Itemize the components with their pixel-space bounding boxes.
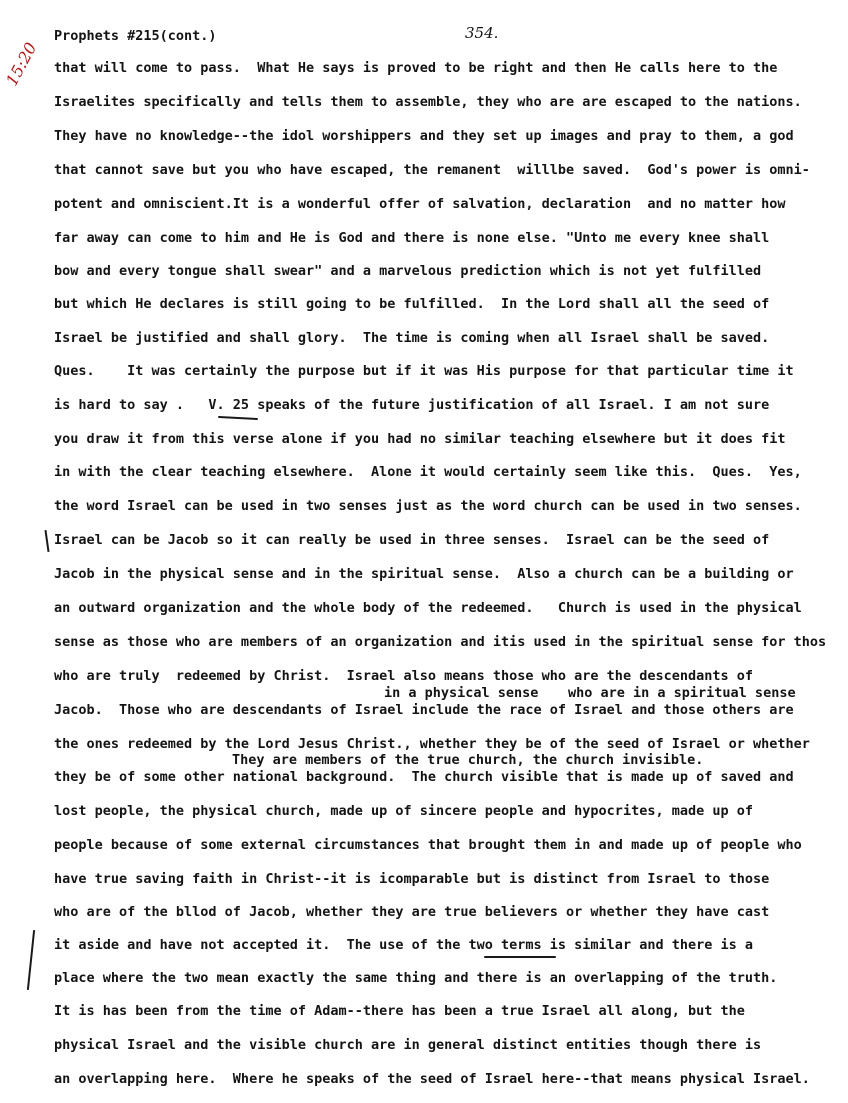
- handwritten-underline: [484, 956, 556, 958]
- text-line: it aside and have not accepted it. The use of the two terms is similar and there is a: [54, 937, 753, 953]
- text-line: the ones redeemed by the Lord Jesus Christ., whether they be of the seed of Israel or whether: [54, 736, 810, 752]
- text-line: bow and every tongue shall swear" and a marvelous prediction which is not yet fulfilled: [54, 263, 762, 279]
- margin-annotation: 15:20: [2, 39, 41, 89]
- text-line: who are of the bllod of Jacob, whether they are true believers or whether they have cast: [54, 904, 770, 920]
- text-line: Ques. It was certainly the purpose but if it was His purpose for that particular time it: [54, 363, 794, 379]
- text-line: that cannot save but you who have escaped, the remanent willlbe saved. God's power is omni-: [54, 162, 810, 178]
- text-line: place where the two mean exactly the same thing and there is an overlapping of the truth.: [54, 970, 778, 986]
- text-line: in with the clear teaching elsewhere. Alone it would certainly seem like this. Ques. Yes,: [54, 464, 802, 480]
- text-line: who are truly redeemed by Christ. Israel also means those who are the descendants of: [54, 668, 753, 684]
- interlinear-insert: who are in a spiritual sense: [568, 685, 796, 701]
- text-line: Jacob. Those who are descendants of Israel include the race of Israel and those others are: [54, 702, 794, 718]
- text-line: they be of some other national background. The church visible that is made up of saved and: [54, 769, 794, 785]
- margin-bracket-mark: [44, 530, 49, 552]
- text-line: that will come to pass. What He says is proved to be right and then He calls here to the: [54, 60, 778, 76]
- text-line: Jacob in the physical sense and in the spiritual sense. Also a church can be a building or: [54, 566, 794, 582]
- handwritten-underline: [218, 416, 258, 420]
- text-line: the word Israel can be used in two senses just as the word church can be used in two senses.: [54, 498, 802, 514]
- text-line: but which He declares is still going to be fulfilled. In the Lord shall all the seed of: [54, 296, 770, 312]
- text-line: Israel can be Jacob so it can really be used in three senses. Israel can be the seed of: [54, 532, 770, 548]
- text-line: far away can come to him and He is God and there is none else. "Unto me every knee shall: [54, 230, 770, 246]
- text-line: an overlapping here. Where he speaks of the seed of Israel here--that means physical Israel.: [54, 1071, 810, 1087]
- text-line: sense as those who are members of an organization and itis used in the spiritual sense for thos: [54, 634, 827, 650]
- text-line: physical Israel and the visible church are in general distinct entities though there is: [54, 1037, 762, 1053]
- interlinear-insert: in a physical sense: [384, 685, 539, 701]
- page-number: 354.: [465, 24, 499, 42]
- text-line: They have no knowledge--the idol worshippers and they set up images and pray to them, a god: [54, 128, 794, 144]
- text-line: an outward organization and the whole body of the redeemed. Church is used in the physical: [54, 600, 802, 616]
- text-line: Israelites specifically and tells them to assemble, they who are are escaped to the nations.: [54, 94, 802, 110]
- document-header: Prophets #215(cont.): [54, 28, 217, 44]
- text-line: It is has been from the time of Adam--there has been a true Israel all along, but the: [54, 1003, 745, 1019]
- margin-bracket-mark: [27, 930, 35, 990]
- text-line: people because of some external circumstances that brought them in and made up of people who: [54, 837, 802, 853]
- interlinear-insert: They are members of the true church, the church invisible.: [232, 752, 704, 768]
- text-line: you draw it from this verse alone if you had no similar teaching elsewhere but it does fit: [54, 431, 786, 447]
- text-line: is hard to say . V. 25 speaks of the future justification of all Israel. I am not sure: [54, 397, 770, 413]
- text-line: potent and omniscient.It is a wonderful offer of salvation, declaration and no matter how: [54, 196, 786, 212]
- text-line: lost people, the physical church, made up of sincere people and hypocrites, made up of: [54, 803, 753, 819]
- text-line: Israel be justified and shall glory. The time is coming when all Israel shall be saved.: [54, 330, 770, 346]
- text-line: have true saving faith in Christ--it is icomparable but is distinct from Israel to those: [54, 871, 770, 887]
